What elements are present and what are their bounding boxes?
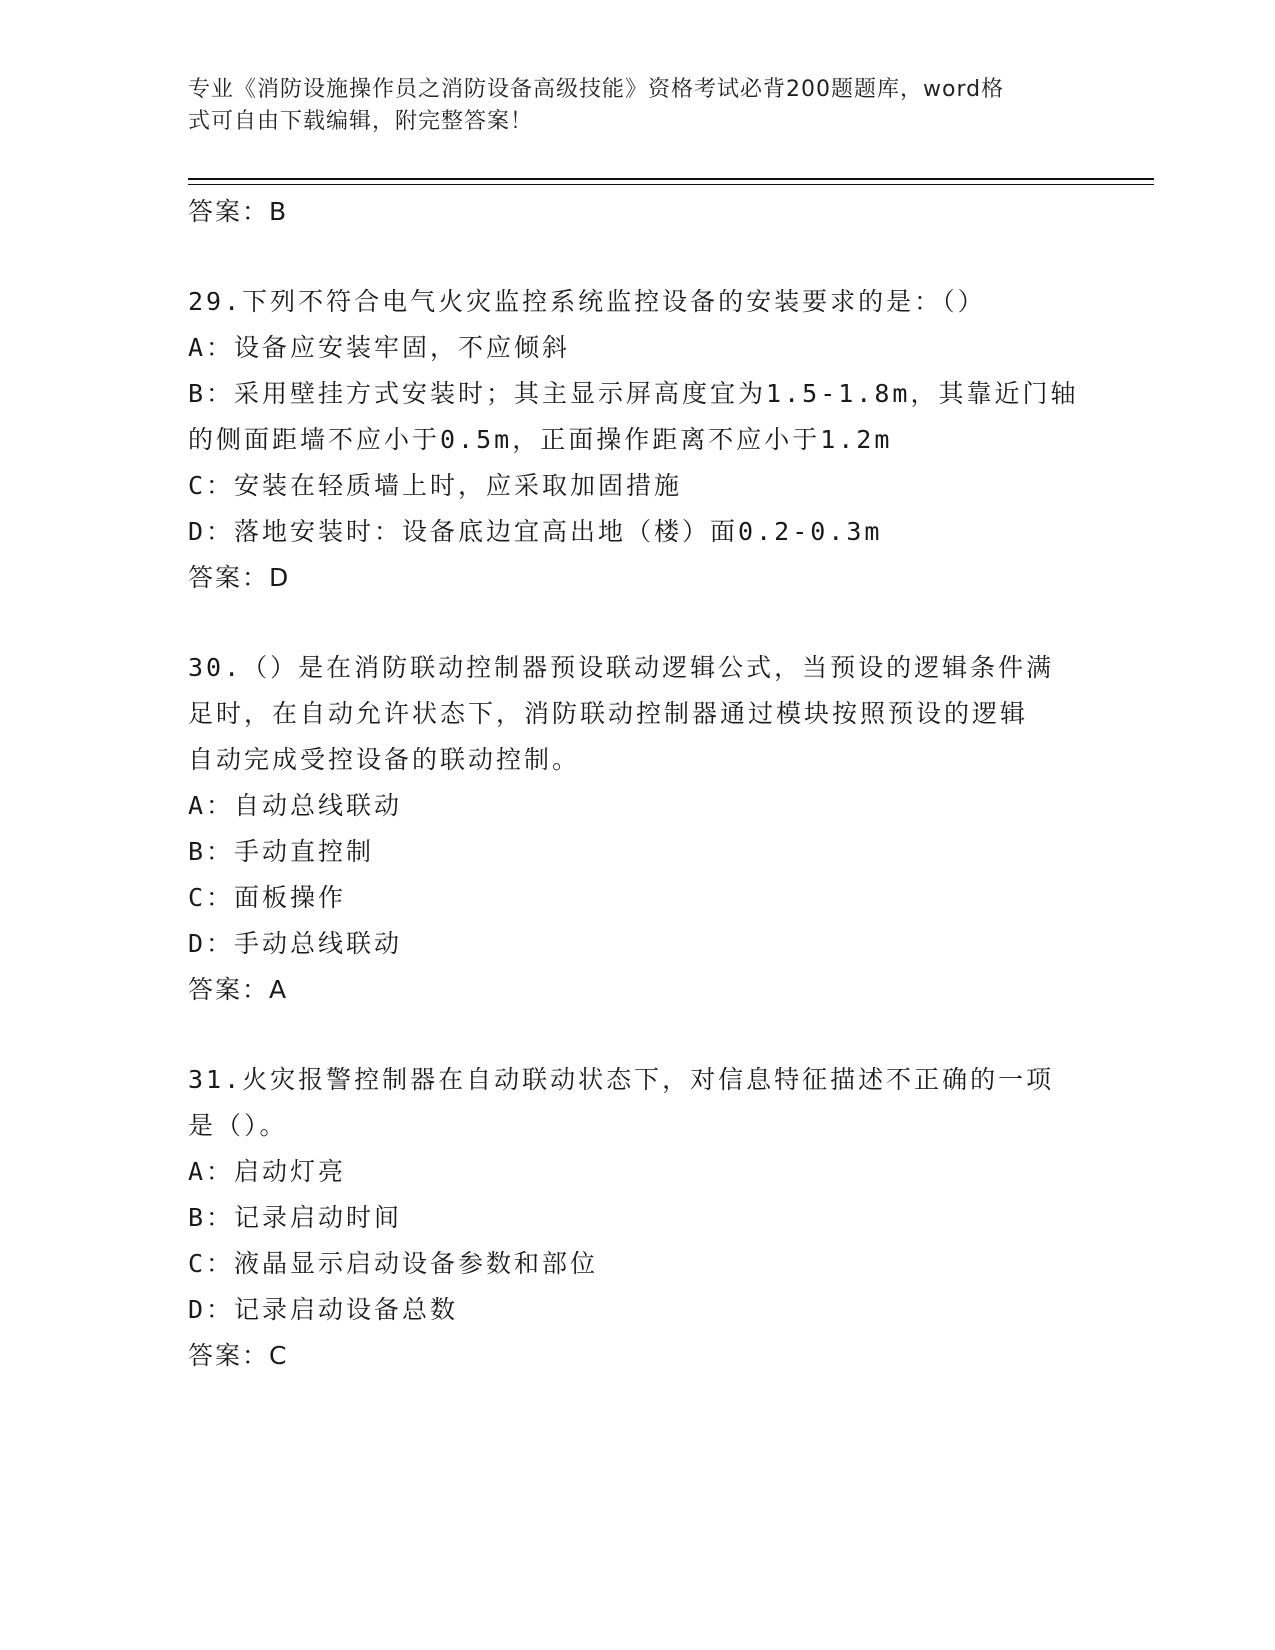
option-a: A：启动灯亮 — [188, 1157, 347, 1186]
answer: 答案：C — [188, 1341, 289, 1370]
question-31 — [188, 1057, 1088, 1379]
option-a: A：自动总线联动 — [188, 791, 403, 820]
header-divider-thin — [188, 184, 1154, 185]
header-divider-thick — [188, 178, 1154, 180]
option-c: C：液晶显示启动设备参数和部位 — [188, 1249, 599, 1278]
option-c: C：安装在轻质墙上时，应采取加固措施 — [188, 471, 683, 500]
question-stem: 30.（）是在消防联动控制器预设联动逻辑公式，当预设的逻辑条件满 — [188, 653, 1055, 682]
answer: 答案：A — [188, 975, 289, 1004]
answer: 答案：D — [188, 563, 291, 592]
option-b: B：记录启动时间 — [188, 1203, 403, 1232]
previous-answer: 答案：B — [188, 197, 289, 226]
document-body — [188, 189, 1088, 1379]
document-header — [188, 74, 1068, 138]
option-c: C：面板操作 — [188, 883, 347, 912]
option-a: A：设备应安装牢固，不应倾斜 — [188, 333, 571, 362]
question-30 — [188, 645, 1088, 1013]
header-line-1: 专业《消防设施操作员之消防设备高级技能》资格考试必背200题题库，word格 — [188, 77, 1005, 102]
option-b-continued: 的侧面距墙不应小于0.5m，正面操作距离不应小于1.2m — [188, 425, 893, 454]
question-stem: 31.火灾报警控制器在自动联动状态下，对信息特征描述不正确的一项 — [188, 1065, 1055, 1094]
header-line-2: 式可自由下载编辑，附完整答案！ — [188, 109, 534, 134]
question-stem-continued: 足时，在自动允许状态下，消防联动控制器通过模块按照预设的逻辑 — [188, 699, 1029, 728]
option-d: D：记录启动设备总数 — [188, 1295, 459, 1324]
option-b: B：手动直控制 — [188, 837, 375, 866]
question-stem: 29.下列不符合电气火灾监控系统监控设备的安装要求的是：（） — [188, 287, 986, 316]
question-29 — [188, 279, 1088, 601]
option-d: D：手动总线联动 — [188, 929, 403, 958]
question-stem-continued: 是（）。 — [188, 1111, 288, 1140]
option-b: B：采用壁挂方式安装时；其主显示屏高度宜为1.5-1.8m，其靠近门轴 — [188, 379, 1079, 408]
option-d: D：落地安装时：设备底边宜高出地（楼）面0.2-0.3m — [188, 517, 883, 546]
question-stem-continued: 自动完成受控设备的联动控制。 — [188, 745, 581, 774]
